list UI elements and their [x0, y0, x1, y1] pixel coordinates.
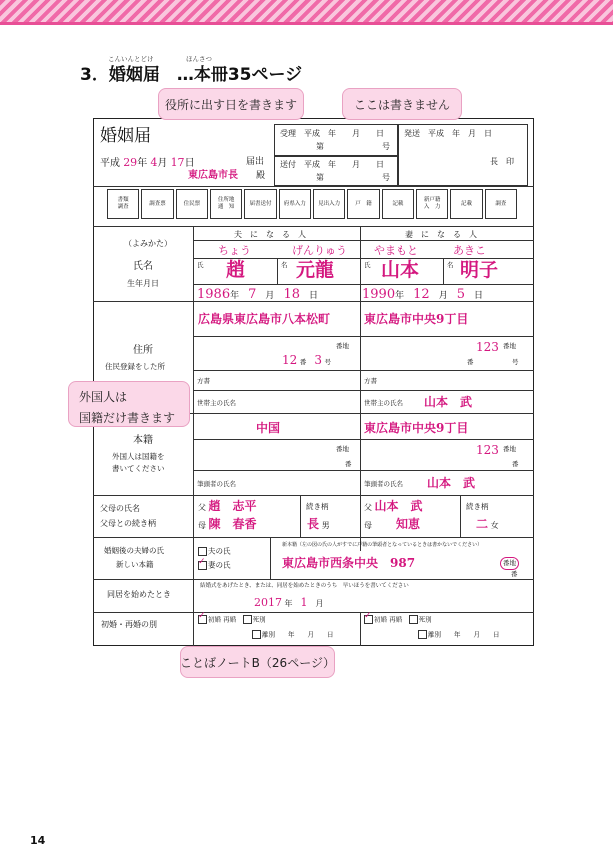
furigana-honsatsu: ほんさつ: [186, 55, 212, 63]
divider: [93, 612, 534, 613]
center-divider: [360, 226, 361, 551]
callout-text: ことばノートB（26ページ）: [180, 655, 335, 670]
name-label: 氏名: [133, 261, 153, 272]
husband-shibetsu-checkbox[interactable]: [243, 615, 252, 624]
section-title: [80, 60, 302, 85]
husband-kana-surname: ちょう: [218, 244, 251, 257]
office-cell: 見出入力: [313, 189, 345, 219]
wife-rikon-checkbox[interactable]: [418, 630, 427, 639]
yomikata-label: （よみかた）: [124, 239, 172, 248]
address-sub: 住民登録をした所: [105, 362, 165, 371]
callout-nationality: [68, 381, 190, 427]
ban-label: 番: [512, 460, 519, 468]
office-cell: 戸 籍: [347, 189, 379, 219]
ban-label: 番: [345, 460, 352, 468]
furigana-title: こんいんとどけ: [108, 55, 154, 63]
husband-kana-given: げんりゅう: [292, 244, 347, 257]
soufu-label: 送付 平成 年 月 日: [280, 160, 384, 169]
mei-mark: 名: [281, 261, 288, 269]
divider: [193, 240, 534, 241]
wife-hittousha: 山本 武: [427, 476, 476, 490]
honseki-sub1: 外国人は国籍を: [112, 452, 165, 461]
husband-rikon-checkbox[interactable]: [252, 630, 261, 639]
wife-honseki: 東広島市中央9丁目: [364, 421, 469, 435]
tsuzukigara-label: 続き柄: [466, 502, 489, 511]
shi-mark: 氏: [364, 261, 371, 269]
wife-mother: 母 知恵: [364, 517, 421, 531]
divider: [93, 186, 534, 187]
divider: [193, 439, 534, 440]
callout-text: 役所に出す日を書きます: [164, 97, 297, 112]
office-cell: 調査: [485, 189, 517, 219]
office-cell: 記載: [450, 189, 482, 219]
callout-do-not-write: [342, 88, 462, 120]
office-cell: 住所地 通 知: [210, 189, 242, 219]
katagaki-label: 方書: [197, 377, 210, 385]
delivery-label: 発送 平成 年 月 日: [404, 129, 492, 138]
wife-header: 妻 に な る 人: [405, 230, 477, 239]
start-date: 2017 年 1 月: [254, 596, 324, 609]
husband-mother: 母 陳 春香: [198, 517, 257, 531]
divider: [277, 258, 278, 284]
wife-shibetsu-checkbox[interactable]: [409, 615, 418, 624]
wife-kana-surname: やまもと: [374, 244, 418, 257]
husband-birthdate: 1986年 7 月 18 日: [197, 287, 319, 302]
wife-shi-checkbox[interactable]: [198, 561, 207, 570]
wife-address: 東広島市中央9丁目: [364, 312, 469, 326]
wife-shi-option[interactable]: ✓妻の氏: [198, 561, 231, 570]
divider: [93, 226, 534, 227]
banchi-label: 番地: [503, 445, 516, 453]
divider: [93, 495, 534, 496]
wife-relation: 二 女: [476, 517, 499, 531]
divider: [193, 284, 534, 285]
parents-label: 父母の氏名: [100, 504, 140, 513]
mei-mark: 名: [447, 261, 454, 269]
office-cell: 府県入力: [279, 189, 311, 219]
divider: [193, 612, 194, 646]
juri-label: 受理 平成 年 月 日: [280, 129, 384, 138]
householder-label: 世帯主の氏名: [197, 399, 236, 407]
callout-text: 外国人は: [79, 390, 128, 404]
parents-sub: 父母との続き柄: [100, 519, 156, 528]
soufu-go: 号: [382, 173, 390, 182]
office-cell: 新戸籍 入 力: [416, 189, 448, 219]
hittousha-label: 筆頭者の氏名: [364, 480, 403, 488]
tsuzukigara-label: 続き柄: [306, 502, 329, 511]
honseki-sub2: 書いてください: [112, 464, 165, 473]
start-living-note: 結婚式をあげたとき、または、同居を始めたときのうち 早いほうを書いてください: [200, 583, 409, 589]
divider: [193, 470, 534, 471]
divider: [270, 537, 271, 579]
banchi-label: 番地: [503, 342, 516, 350]
birthdate-label: 生年月日: [127, 279, 159, 288]
husband-surname: 趙: [226, 259, 246, 281]
new-honseki: 東広島市西条中央 987: [282, 556, 416, 570]
husband-banchi: 12 番 3 号: [282, 353, 332, 367]
office-cell: 住民票: [176, 189, 208, 219]
ban-label: 番: [467, 358, 474, 366]
office-cell: 記載: [382, 189, 414, 219]
husband-shi-checkbox[interactable]: [198, 547, 207, 556]
mayor-name: 東広島市長: [188, 170, 238, 181]
divider: [360, 612, 361, 646]
divider: [93, 301, 534, 302]
honseki-label: 本籍: [133, 435, 153, 446]
wife-rikon-option[interactable]: 離別 年 月 日: [418, 630, 500, 639]
householder-label: 世帯主の氏名: [364, 399, 403, 407]
chou-in: 長 印: [490, 157, 514, 166]
husband-relation: 長 男: [307, 517, 330, 531]
callout-submit-date: [158, 88, 304, 120]
address-label: 住所: [133, 345, 153, 356]
wife-birthdate: 1990年 12 月 5 日: [362, 287, 484, 302]
husband-first-option[interactable]: ✓初婚 再婚 死別: [198, 615, 266, 624]
banchi-label: 番地: [336, 445, 349, 453]
husband-address: 広島県東広島市八本松町: [198, 312, 331, 326]
wife-given: 明子: [460, 259, 499, 281]
title-konin: 婚姻届: [108, 65, 160, 85]
callout-kotoba-note: [180, 646, 335, 678]
divider: [460, 495, 461, 537]
shi-mark: 氏: [197, 261, 204, 269]
divider: [443, 258, 444, 284]
after-marriage-label2: 新しい本籍: [116, 560, 154, 569]
ban-label: 番: [511, 570, 518, 578]
banchi-circled: 番地: [500, 557, 519, 570]
juri-dai: 第: [316, 142, 324, 151]
page-number: 14: [30, 834, 46, 847]
new-honseki-note: 新本籍（左の図の氏の人がすでに戸籍の筆頭者となっているときは書かないでください）: [282, 542, 483, 548]
divider: [93, 579, 534, 580]
office-cell: 調査票: [141, 189, 173, 219]
husband-first-checkbox[interactable]: [198, 615, 207, 624]
callout-text: ここは書きません: [353, 97, 450, 112]
husband-given: 元龍: [296, 259, 335, 281]
form-title: 婚姻届: [100, 126, 151, 146]
dono-label: 殿: [256, 171, 266, 181]
juri-go: 号: [382, 142, 390, 151]
katagaki-label: 方書: [364, 377, 377, 385]
section-number: 3．: [80, 65, 109, 85]
wife-first-option[interactable]: ✓初婚 再婚 死別: [364, 615, 432, 624]
banchi-label: 番地: [336, 342, 349, 350]
soufu-dai: 第: [316, 173, 324, 182]
start-living-label: 同居を始めたとき: [107, 590, 171, 599]
wife-honseki-banchi: 123: [476, 443, 499, 457]
husband-shi-option[interactable]: 夫の氏: [198, 547, 231, 556]
wife-surname: 山本: [381, 259, 420, 281]
husband-nationality: 中国: [256, 421, 281, 435]
husband-header: 夫 に な る 人: [234, 230, 306, 239]
divider: [193, 370, 534, 371]
after-marriage-label1: 婚姻後の夫婦の氏: [104, 546, 164, 555]
divider: [300, 495, 301, 537]
first-remarriage-label: 初婚・再婚の別: [101, 620, 157, 629]
top-decor-line: [0, 22, 613, 25]
office-cell: 書類 調査: [107, 189, 139, 219]
gou-label: 号: [512, 358, 519, 366]
form-date: 平成 29年 4月 17日: [100, 156, 195, 169]
top-decor-band: [0, 0, 613, 22]
wife-kana-given: あきこ: [453, 244, 486, 257]
wife-father: 父 山本 武: [364, 499, 423, 513]
office-cell: 届書送付: [244, 189, 276, 219]
todokede-label: 届出: [246, 157, 265, 167]
wife-banchi: 123: [476, 340, 499, 354]
title-page-ref: …本冊35ページ: [176, 65, 303, 85]
divider: [193, 336, 534, 337]
divider: [193, 390, 534, 391]
wife-householder: 山本 武: [424, 395, 473, 409]
hittousha-label: 筆頭者の氏名: [197, 480, 236, 488]
divider: [93, 537, 534, 538]
callout-text: 国籍だけ書きます: [79, 411, 176, 425]
husband-father: 父 趙 志平: [198, 499, 257, 513]
wife-first-checkbox[interactable]: [364, 615, 373, 624]
husband-rikon-option[interactable]: 離別 年 月 日: [252, 630, 334, 639]
